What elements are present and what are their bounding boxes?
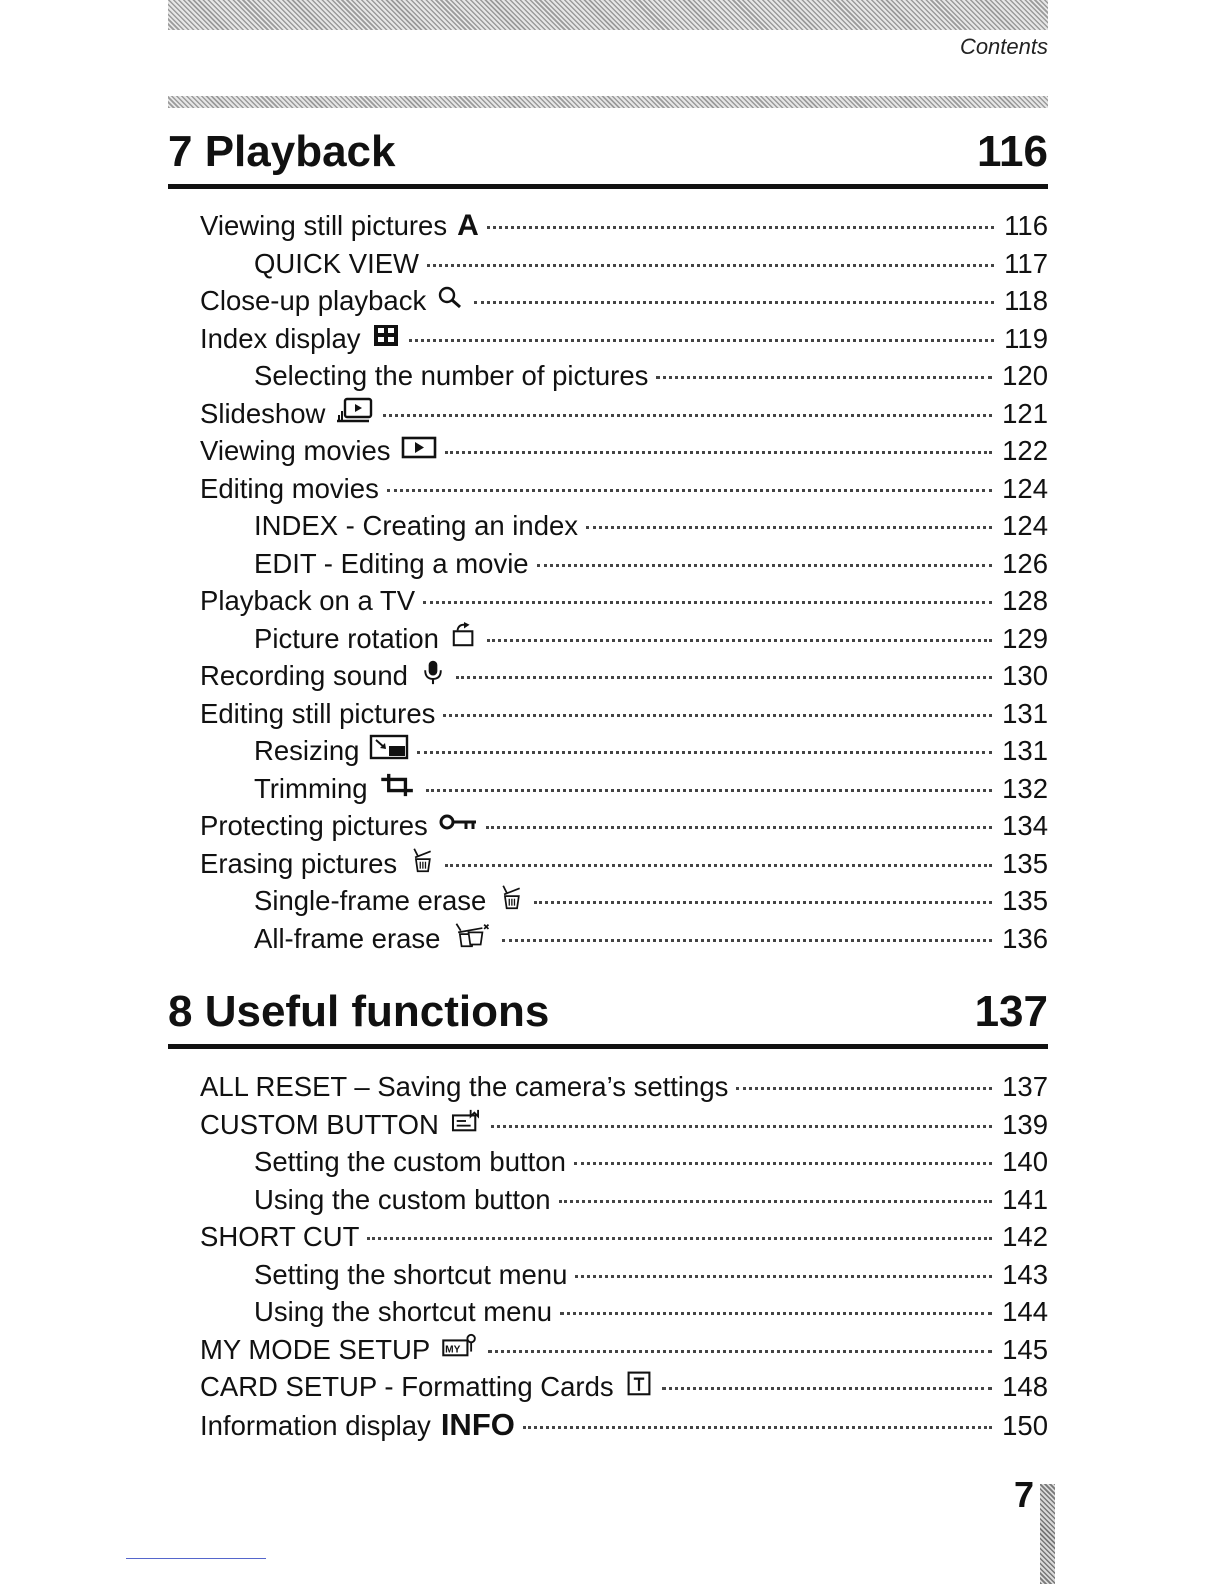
toc-entry[interactable] [200, 732, 1048, 770]
dot-leader [534, 901, 992, 904]
entry-title: SHORT CUT [200, 1221, 360, 1252]
erase-icon [407, 847, 437, 873]
dot-leader [417, 751, 992, 754]
dot-leader [445, 451, 993, 454]
entry-title: Playback on a TV [200, 585, 416, 616]
entry-title: Selecting the number of pictures [254, 360, 649, 391]
entry-page: 122 [1002, 435, 1048, 466]
entry-title: All-frame erase [254, 922, 441, 954]
entry-title: Single-frame erase [254, 885, 487, 916]
toc-entry[interactable] [200, 845, 1048, 883]
section-heading-playback [168, 120, 1048, 189]
entry-title: Viewing movies [200, 435, 391, 466]
toc-entry[interactable] [200, 1068, 1048, 1106]
entry-title: Information display [200, 1409, 431, 1441]
dot-leader [426, 789, 993, 792]
entry-page: 143 [1002, 1258, 1048, 1290]
toc-list-useful-functions [200, 1068, 1048, 1443]
entry-title: QUICK VIEW [254, 247, 420, 279]
toc-entry[interactable] [200, 1406, 1048, 1444]
toc-entry[interactable] [200, 507, 1048, 545]
entry-title: EDIT - Editing a movie [254, 547, 529, 579]
section-title: 8 Useful functions [168, 987, 550, 1036]
all-erase-icon [450, 922, 494, 948]
section-title: 7 Playback [168, 127, 396, 176]
entry-page: 131 [1002, 735, 1048, 766]
toc-entry[interactable] [200, 245, 1048, 283]
toc-entry[interactable] [200, 470, 1048, 508]
toc-entry[interactable] [200, 620, 1048, 658]
dot-leader [443, 714, 992, 717]
contents-label: Contents [959, 34, 1048, 59]
entry-title: Setting the custom button [254, 1146, 566, 1177]
dot-leader [736, 1087, 992, 1090]
entry-title: Resizing [254, 735, 360, 766]
entry-page: 132 [1002, 772, 1048, 804]
entry-title: CARD SETUP - Formatting Cards [200, 1371, 614, 1402]
top-band [168, 0, 1048, 30]
toc-entry[interactable] [200, 1368, 1048, 1406]
dot-leader [523, 1426, 992, 1429]
entry-page: 124 [1002, 510, 1048, 541]
toc-entry[interactable] [200, 1256, 1048, 1294]
entry-page: 128 [1002, 585, 1048, 616]
entry-page: 116 [1004, 210, 1048, 241]
toc-entry[interactable] [200, 1218, 1048, 1256]
resize-icon [369, 734, 409, 760]
toc-entry[interactable] [200, 1331, 1048, 1369]
dot-leader [387, 489, 992, 492]
toc-entry[interactable] [200, 770, 1048, 808]
magnifier-icon [436, 284, 466, 310]
entry-title: INDEX - Creating an index [254, 510, 579, 541]
section-band [168, 96, 1048, 108]
entry-page: 126 [1002, 547, 1048, 579]
entry-page: 119 [1004, 322, 1048, 354]
toc-list-playback [200, 207, 1048, 957]
entry-page: 120 [1002, 360, 1048, 391]
toc-entry[interactable] [200, 807, 1048, 845]
entry-page: 139 [1002, 1108, 1048, 1140]
entry-title: Erasing pictures [200, 847, 398, 879]
dot-leader [427, 264, 994, 267]
index-grid-icon [371, 322, 401, 348]
entry-title: Slideshow [200, 397, 326, 429]
toc-entry[interactable] [200, 1106, 1048, 1144]
entry-page: 134 [1002, 810, 1048, 841]
dot-leader [487, 226, 994, 229]
dot-leader [486, 826, 992, 829]
entry-title: Setting the shortcut menu [254, 1258, 568, 1290]
movie-play-icon [401, 434, 437, 460]
entry-page: 142 [1002, 1221, 1048, 1252]
entry-title: ALL RESET – Saving the camera’s settings [200, 1071, 729, 1102]
toc-entry[interactable] [200, 582, 1048, 620]
entry-page: 117 [1004, 247, 1048, 279]
my-mode-icon [440, 1333, 480, 1359]
entry-page: 130 [1002, 660, 1048, 691]
dot-leader [488, 1350, 992, 1353]
entry-page: 150 [1002, 1409, 1048, 1441]
info-icon: INFO [440, 1406, 515, 1442]
entry-page: 121 [1002, 397, 1048, 429]
dot-leader [502, 939, 992, 942]
dot-leader [575, 1275, 992, 1278]
dot-leader [656, 376, 992, 379]
entry-page: 129 [1002, 622, 1048, 654]
entry-page: 131 [1002, 697, 1048, 729]
entry-page: 148 [1002, 1371, 1048, 1402]
entry-page: 140 [1002, 1146, 1048, 1177]
rotation-icon [449, 622, 479, 648]
svg-text:MY: MY [445, 1344, 461, 1355]
toc-entry[interactable] [200, 545, 1048, 583]
dot-leader [474, 301, 994, 304]
dot-leader [423, 601, 992, 604]
erase-icon [496, 884, 526, 910]
entry-page: 135 [1002, 847, 1048, 879]
entry-title: MY MODE SETUP [200, 1333, 431, 1365]
section-page: 137 [974, 987, 1048, 1036]
toc-entry[interactable] [200, 657, 1048, 695]
entry-title: CUSTOM BUTTON [200, 1108, 439, 1140]
entry-page: 145 [1002, 1333, 1048, 1365]
slideshow-icon [335, 397, 375, 423]
toc-entry[interactable] [200, 432, 1048, 470]
dot-leader [662, 1387, 992, 1390]
section-heading-useful-functions [168, 980, 1048, 1049]
section-page: 116 [977, 127, 1048, 176]
toc-entry[interactable] [200, 1181, 1048, 1219]
custom-button-icon [449, 1108, 483, 1134]
key-icon [438, 809, 478, 835]
toc-entry[interactable] [200, 357, 1048, 395]
entry-page: 137 [1002, 1071, 1048, 1102]
microphone-icon [418, 659, 448, 685]
dot-leader [491, 1125, 992, 1128]
dot-leader [537, 564, 993, 567]
entry-title: Recording sound [200, 660, 408, 691]
entry-title: Protecting pictures [200, 810, 428, 841]
entry-page: 141 [1002, 1183, 1048, 1215]
entry-page: 136 [1002, 922, 1048, 954]
dot-leader [367, 1237, 992, 1240]
entry-title: Close-up playback [200, 285, 427, 316]
entry-page: 118 [1004, 285, 1048, 316]
dot-leader [586, 526, 992, 529]
toc-entry[interactable] [200, 395, 1048, 433]
toc-entry[interactable] [200, 282, 1048, 320]
card-icon [624, 1370, 654, 1396]
dot-leader [487, 639, 992, 642]
dot-leader [559, 1200, 993, 1203]
dot-leader [383, 414, 992, 417]
entry-title: Viewing still pictures [200, 210, 448, 241]
entry-title: Index display [200, 322, 361, 354]
auto-playback-icon: A [457, 209, 479, 242]
entry-title: Picture rotation [254, 622, 439, 654]
trim-icon [378, 772, 418, 798]
toc-entry[interactable] [200, 320, 1048, 358]
toc-entry[interactable] [200, 882, 1048, 920]
side-tab [1040, 1484, 1055, 1584]
entry-title: Using the custom button [254, 1183, 551, 1215]
dot-leader [445, 864, 992, 867]
entry-title: Editing still pictures [200, 697, 436, 729]
entry-title: Trimming [254, 772, 368, 804]
dot-leader [574, 1162, 992, 1165]
toc-entry[interactable] [200, 1293, 1048, 1331]
toc-entry[interactable] [200, 920, 1048, 958]
bottom-rule [126, 1558, 266, 1559]
entry-page: 144 [1002, 1296, 1048, 1327]
dot-leader [409, 339, 995, 342]
dot-leader [560, 1312, 992, 1315]
entry-title: Editing movies [200, 472, 379, 504]
entry-page: 135 [1002, 885, 1048, 916]
entry-page: 124 [1002, 472, 1048, 504]
toc-entry[interactable] [200, 695, 1048, 733]
toc-entry[interactable] [200, 1143, 1048, 1181]
entry-title: Using the shortcut menu [254, 1296, 553, 1327]
page-number: 7 [1013, 1474, 1034, 1515]
toc-entry[interactable] [200, 207, 1048, 245]
dot-leader [456, 676, 992, 679]
